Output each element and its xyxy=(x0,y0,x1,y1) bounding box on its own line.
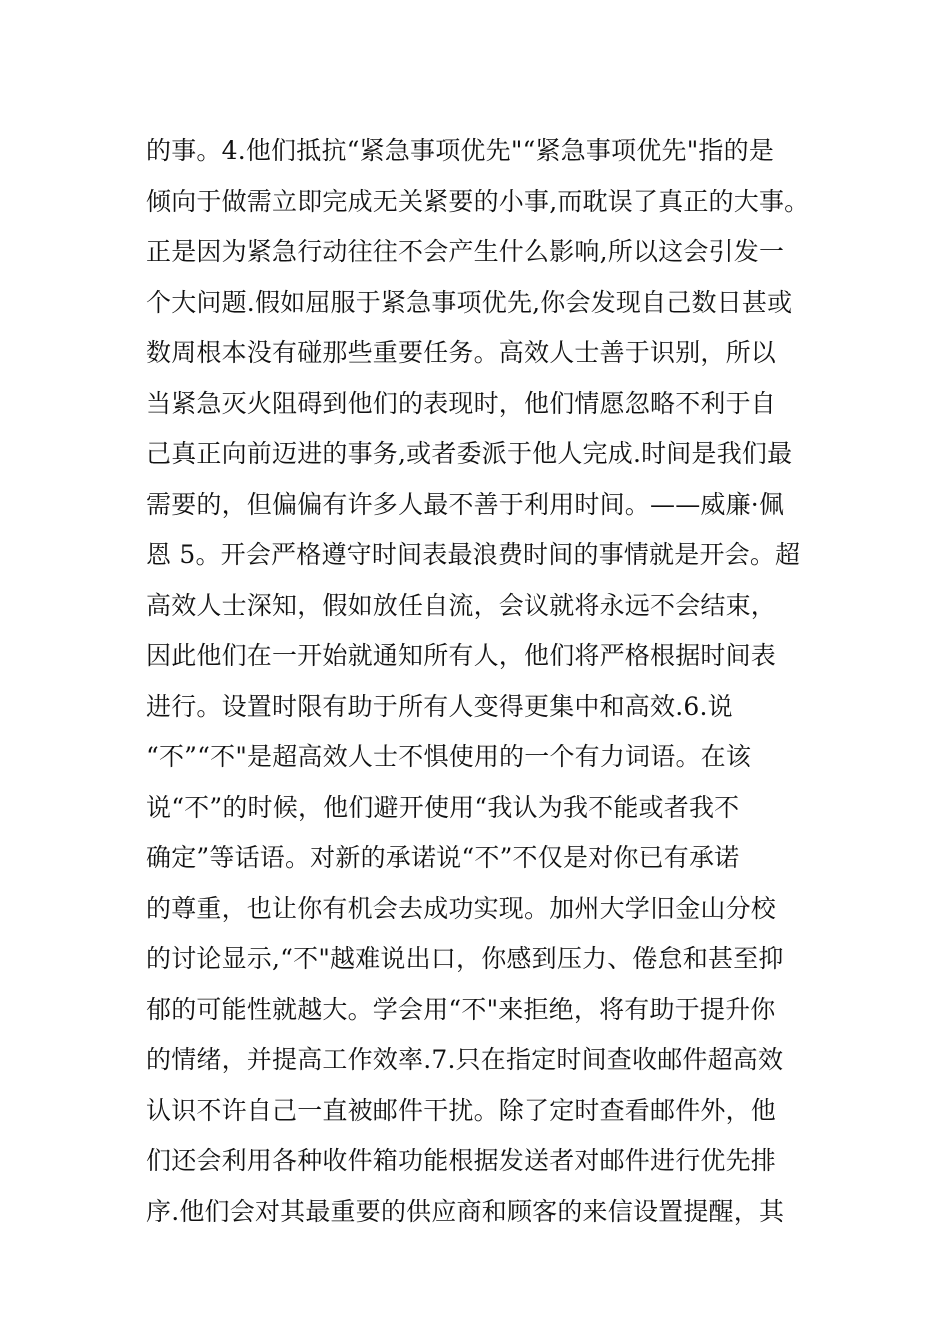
text-line: 说“不”的时候，他们避开使用“我认为我不能或者我不 xyxy=(146,792,740,822)
text-line: 的尊重，也让你有机会去成功实现。加州大学旧金山分校 xyxy=(146,893,777,923)
body-text xyxy=(146,126,826,1237)
text-line: 正是因为紧急行动往往不会产生什么影响,所以这会引发一 xyxy=(146,237,785,266)
text-line: 数周根本没有碰那些重要任务。高效人士善于识别，所以 xyxy=(146,338,777,367)
text-line: 序.他们会对其最重要的供应商和顾客的来信设置提醒，其 xyxy=(146,1196,785,1226)
text-line: 己真正向前迈进的事务,或者委派于他人完成.时间是我们最 xyxy=(146,439,793,468)
text-line: 的讨论显示,“不"越难说出口，你感到压力、倦怠和甚至抑 xyxy=(146,944,784,973)
text-line: 当紧急灭火阻碍到他们的表现时，他们情愿忽略不利于自 xyxy=(146,388,777,418)
text-line: 因此他们在一开始就通知所有人，他们将严格根据时间表 xyxy=(146,641,777,670)
text-line: 郁的可能性就越大。学会用“不"来拒绝，将有助于提升你 xyxy=(146,994,776,1024)
text-line: 进行。设置时限有助于所有人变得更集中和高效.6.说 xyxy=(146,691,733,721)
text-line: 的情绪，并提高工作效率.7.只在指定时间查收邮件超高效 xyxy=(146,1045,784,1074)
text-line: 恩 5。开会严格遵守时间表最浪费时间的事情就是开会。超 xyxy=(146,540,801,569)
text-line: 确定”等话语。对新的承诺说“不”不仅是对你已有承诺 xyxy=(146,843,740,872)
text-line: 个大问题.假如屈服于紧急事项优先,你会发现自己数日甚或 xyxy=(146,287,793,317)
text-line: 们还会利用各种收件箱功能根据发送者对邮件进行优先排 xyxy=(146,1146,777,1175)
text-line: 倾向于做需立即完成无关紧要的小事,而耽误了真正的大事。 xyxy=(146,186,810,216)
text-line: “不”“不"是超高效人士不惧使用的一个有力词语。在该 xyxy=(146,742,752,771)
text-line: 需要的，但偏偏有许多人最不善于利用时间。——威廉·佩 xyxy=(146,489,785,519)
text-line: 高效人士深知，假如放任自流，会议就将永远不会结束， xyxy=(146,590,777,620)
text-line: 认识不许自己一直被邮件干扰。除了定时查看邮件外，他 xyxy=(146,1095,777,1125)
text-line: 的事。4.他们抵抗“紧急事项优先"“紧急事项优先"指的是 xyxy=(146,136,775,165)
